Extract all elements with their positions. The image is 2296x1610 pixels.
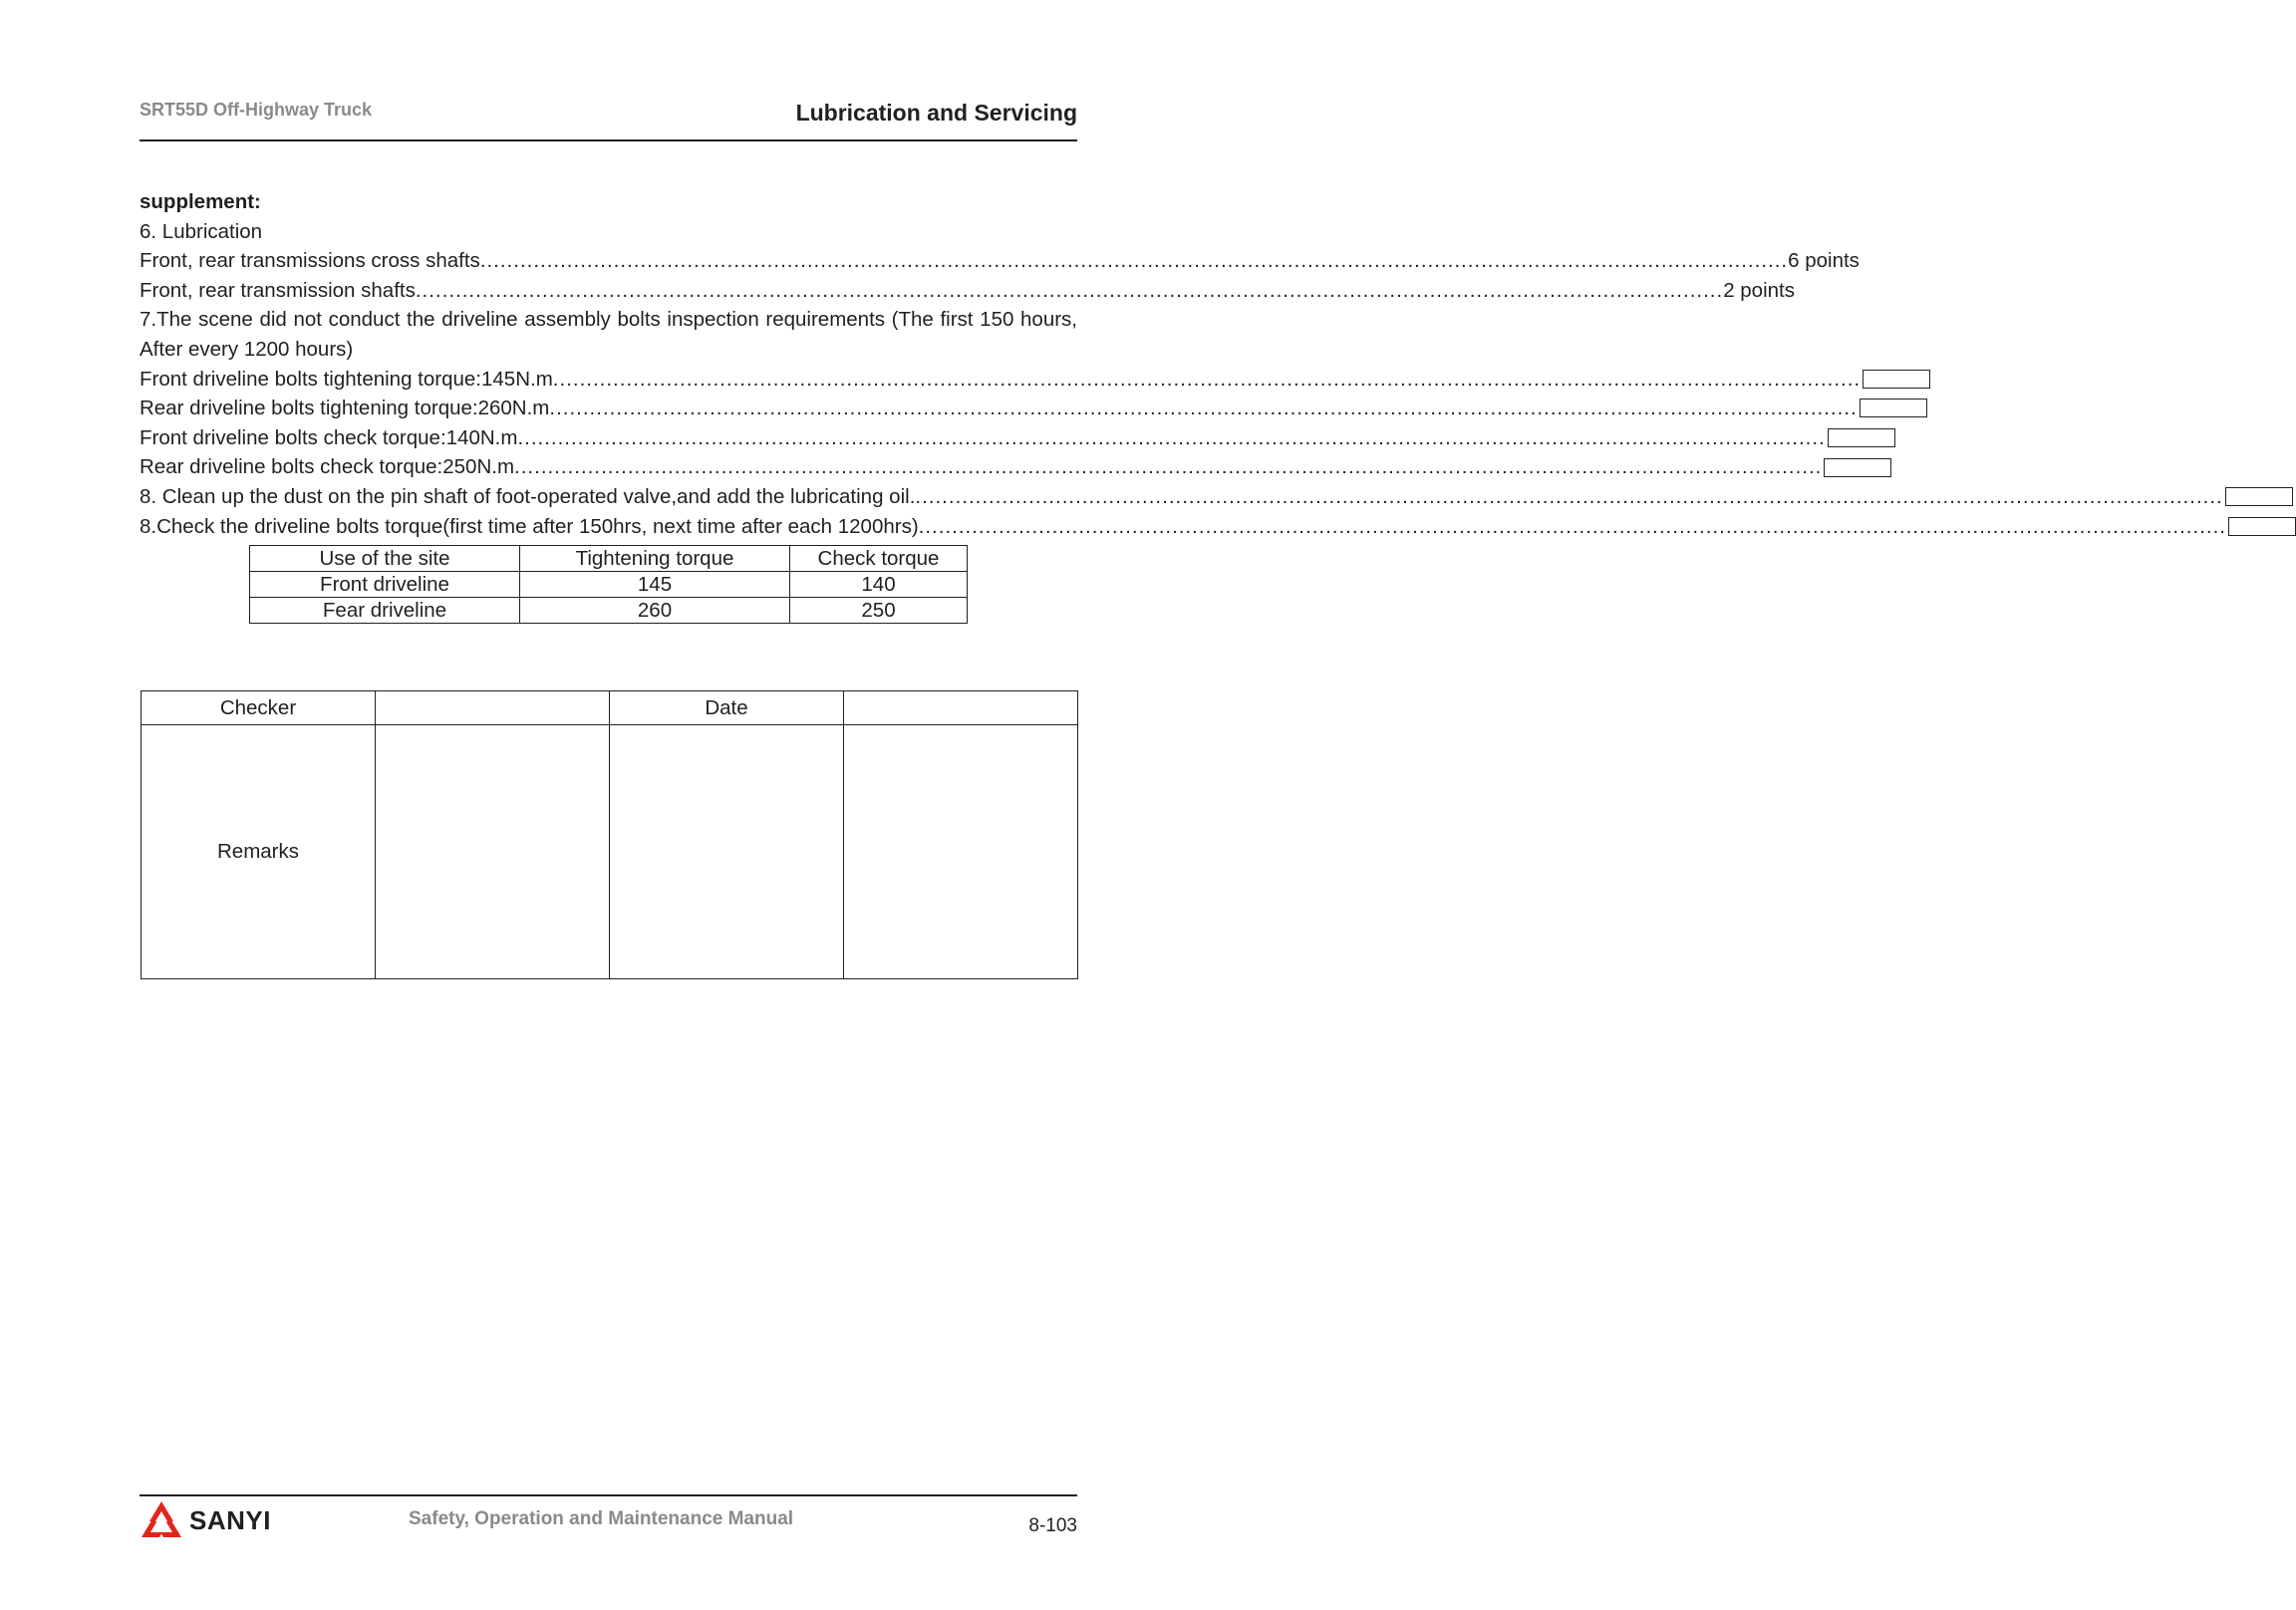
table-cell: 260 (520, 598, 790, 624)
lube-item-label: Front, rear transmission shafts (140, 278, 416, 302)
checker-field[interactable] (376, 691, 610, 725)
table-header-row (250, 546, 968, 572)
remarks-field[interactable] (376, 725, 610, 979)
date-label: Date (610, 691, 844, 725)
header-section-title: Lubrication and Servicing (795, 100, 1077, 126)
checker-row (142, 691, 1078, 725)
table-header-cell: Use of the site (250, 546, 520, 572)
footer-divider (140, 1494, 1077, 1496)
dot-leader: .................................................................................................................................................................................................... (415, 278, 1724, 302)
footer-manual-name: Safety, Operation and Maintenance Manual (409, 1508, 794, 1529)
page-content (140, 187, 2226, 541)
torque-table (249, 545, 968, 624)
checkbox[interactable] (2228, 517, 2296, 536)
lube-item (140, 276, 1795, 306)
check-item-label: Rear driveline bolts tightening torque:260N.m (140, 397, 550, 420)
logo-text: SANYI (189, 1504, 271, 1535)
check-item (140, 482, 2223, 512)
sanyi-logo (140, 1499, 271, 1541)
lube-item-label: Front, rear transmissions cross shafts (140, 249, 480, 273)
table-header-cell: Check torque (790, 546, 968, 572)
dot-leader: .................................................................................................................................................................................................... (918, 514, 2226, 538)
inspection-requirement-text: 7.The scene did not conduct the driveline assembly bolts inspection requirements (The first 150 hours, After every 1200 hours) (140, 308, 1077, 361)
remarks-label: Remarks (142, 725, 376, 979)
checkbox[interactable] (1828, 428, 1895, 447)
check-item (140, 512, 2226, 542)
checker-label: Checker (142, 691, 376, 725)
dot-leader: .................................................................................................................................................................................................... (549, 397, 1858, 420)
date-field[interactable] (844, 691, 1078, 725)
table-cell: 250 (790, 598, 968, 624)
remarks-row (142, 725, 1078, 979)
check-item-label: 8.Check the driveline bolts torque(first time after 150hrs, next time after each 1200hrs) (140, 514, 919, 538)
check-item (140, 365, 1862, 395)
checker-table (141, 690, 1078, 979)
lube-item-value: 2 points (1723, 278, 1795, 302)
check-item-label: 8. Clean up the dust on the pin shaft of foot-operated valve,and add the lubricating oil. (140, 484, 916, 508)
dot-leader: .................................................................................................................................................................................................... (915, 484, 2223, 508)
dot-leader: .................................................................................................................................................................................................... (514, 455, 1823, 479)
sanyi-logo-icon (140, 1499, 183, 1541)
checkbox[interactable] (2225, 487, 2293, 506)
remarks-field[interactable] (610, 725, 844, 979)
table-row (250, 572, 968, 598)
check-item-label: Front driveline bolts tightening torque:145N.m (140, 367, 553, 391)
table-cell: 140 (790, 572, 968, 598)
remarks-field[interactable] (844, 725, 1078, 979)
dot-leader: .................................................................................................................................................................................................... (552, 367, 1862, 391)
dot-leader: .................................................................................................................................................................................................... (479, 249, 1789, 273)
table-header-cell: Tightening torque (520, 546, 790, 572)
table-cell: Fear driveline (250, 598, 520, 624)
lube-item (140, 246, 1860, 276)
check-item-label: Rear driveline bolts check torque:250N.m (140, 455, 515, 479)
header-manual-title: SRT55D Off-Highway Truck (140, 100, 373, 120)
lube-item-value: 6 points (1788, 249, 1860, 273)
check-item (140, 394, 1858, 423)
table-cell: Front driveline (250, 572, 520, 598)
lubrication-heading: 6. Lubrication (140, 219, 263, 243)
supplement-title: supplement: (140, 190, 261, 213)
check-item (140, 452, 1823, 482)
check-item-label: Front driveline bolts check torque:140N.m (140, 425, 518, 449)
page-number: 8-103 (1028, 1515, 1077, 1536)
table-cell: 145 (520, 572, 790, 598)
header-divider (140, 139, 1077, 141)
table-row (250, 598, 968, 624)
check-item (140, 423, 1826, 453)
checkbox[interactable] (1824, 458, 1891, 477)
checkbox[interactable] (1860, 399, 1927, 417)
checkbox[interactable] (1863, 370, 1930, 389)
dot-leader: .................................................................................................................................................................................................... (517, 425, 1826, 449)
